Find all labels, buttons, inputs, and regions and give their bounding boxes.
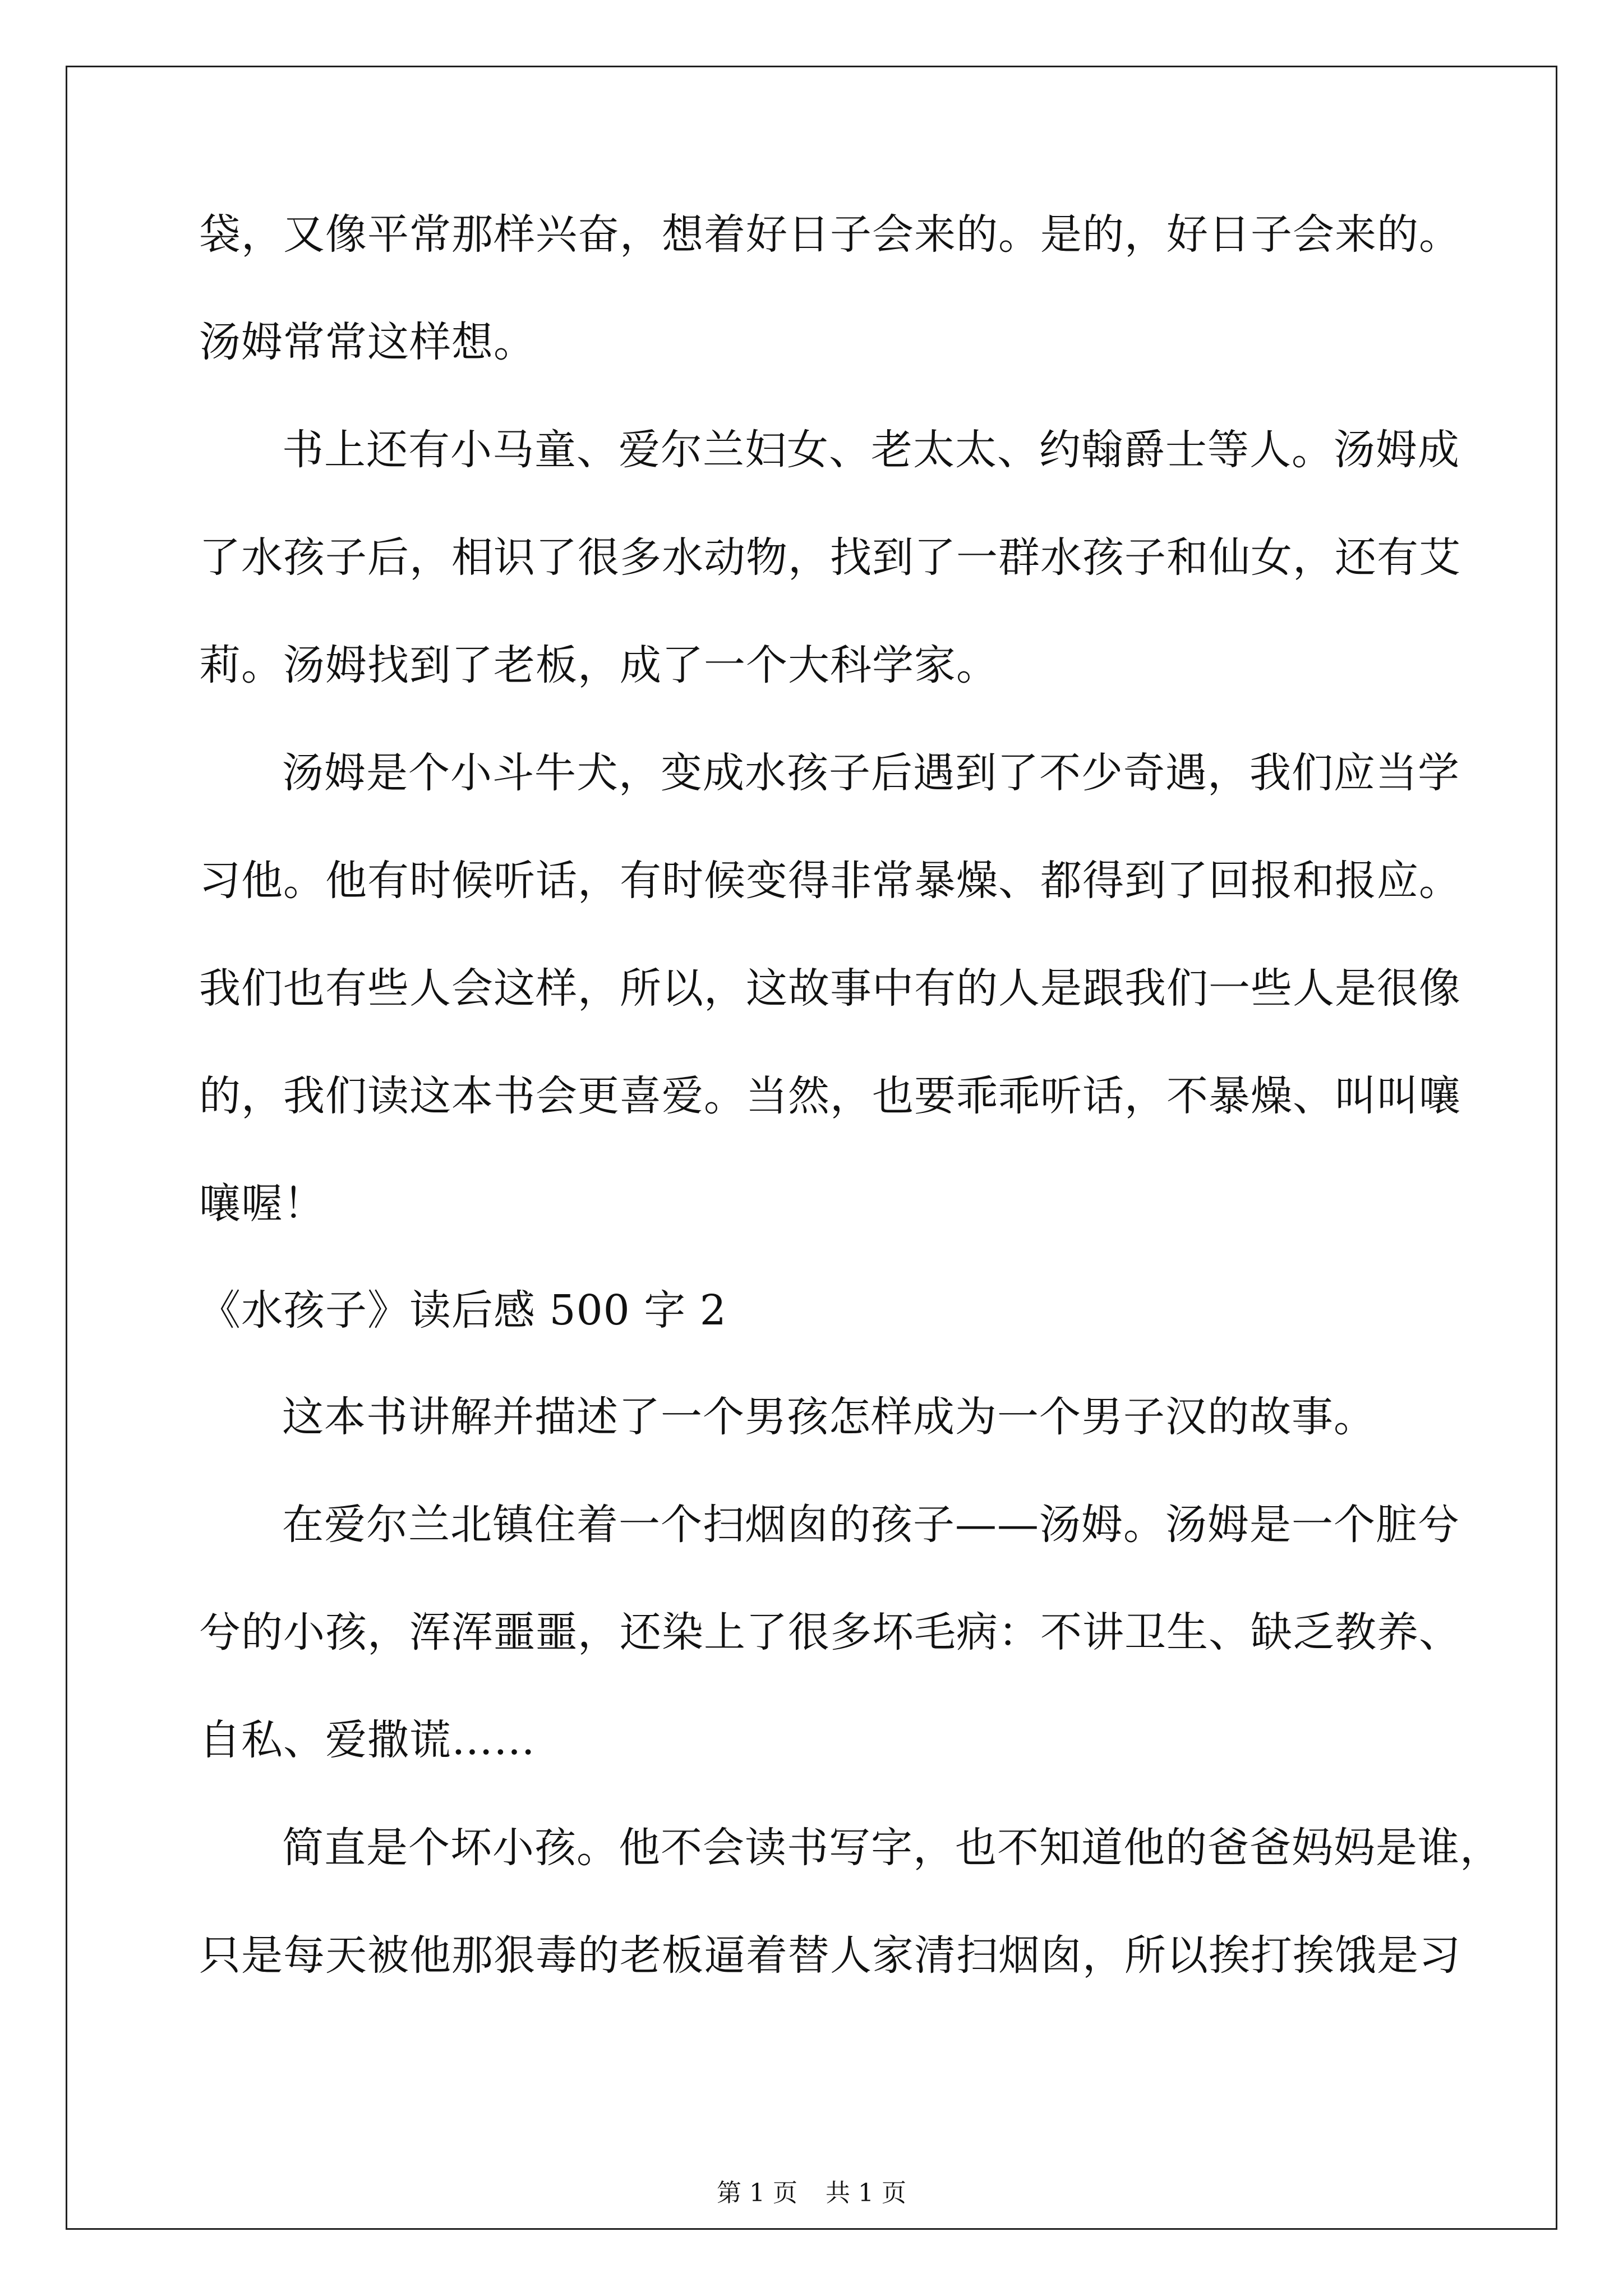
text-line: 袋，又像平常那样兴奋，想着好日子会来的。是的，好日子会来的。 <box>199 210 1461 259</box>
paragraph-start-line: 在爱尔兰北镇住着一个扫烟囱的孩子——汤姆。汤姆是一个脏兮 <box>282 1501 1460 1549</box>
text-line: 我们也有些人会这样，所以，这故事中有的人是跟我们一些人是很像 <box>199 964 1461 1013</box>
page-footer <box>0 2177 1623 2210</box>
paragraph-start-line: 汤姆是个小斗牛犬，变成水孩子后遇到了不少奇遇，我们应当学 <box>282 749 1460 797</box>
text-line: 兮的小孩，浑浑噩噩，还染上了很多坏毛病：不讲卫生、缺乏教养、 <box>199 1608 1461 1657</box>
paragraph-start-line: 这本书讲解并描述了一个男孩怎样成为一个男子汉的故事。 <box>282 1393 1376 1441</box>
paragraph-start-line: 书上还有小马童、爱尔兰妇女、老太太、约翰爵士等人。汤姆成 <box>282 426 1460 474</box>
paragraph-start-line: 简直是个坏小孩。他不会读书写字，也不知道他的爸爸妈妈是谁， <box>282 1824 1502 1872</box>
page-border <box>66 66 1557 2230</box>
page-total: 共 1 页 <box>826 2179 906 2207</box>
text-line: 的，我们读这本书会更喜爱。当然，也要乖乖听话，不暴燥、叫叫嚷 <box>199 1072 1461 1120</box>
text-line: 自私、爱撒谎…… <box>199 1716 536 1764</box>
section-heading: 《水孩子》读后感 500 字 2 <box>199 1286 727 1335</box>
text-line: 只是每天被他那狠毒的老板逼着替人家清扫烟囱，所以挨打挨饿是习 <box>199 1931 1461 1980</box>
page-number: 第 1 页 <box>717 2179 797 2207</box>
text-line: 汤姆常常这样想。 <box>199 318 536 366</box>
text-line: 嚷喔！ <box>199 1180 325 1228</box>
text-line: 习他。他有时候听话，有时候变得非常暴燥、都得到了回报和报应。 <box>199 857 1461 905</box>
text-line: 了水孩子后，相识了很多水动物，找到了一群水孩子和仙女，还有艾 <box>199 533 1461 582</box>
text-line: 莉。汤姆找到了老板，成了一个大科学家。 <box>199 641 998 689</box>
